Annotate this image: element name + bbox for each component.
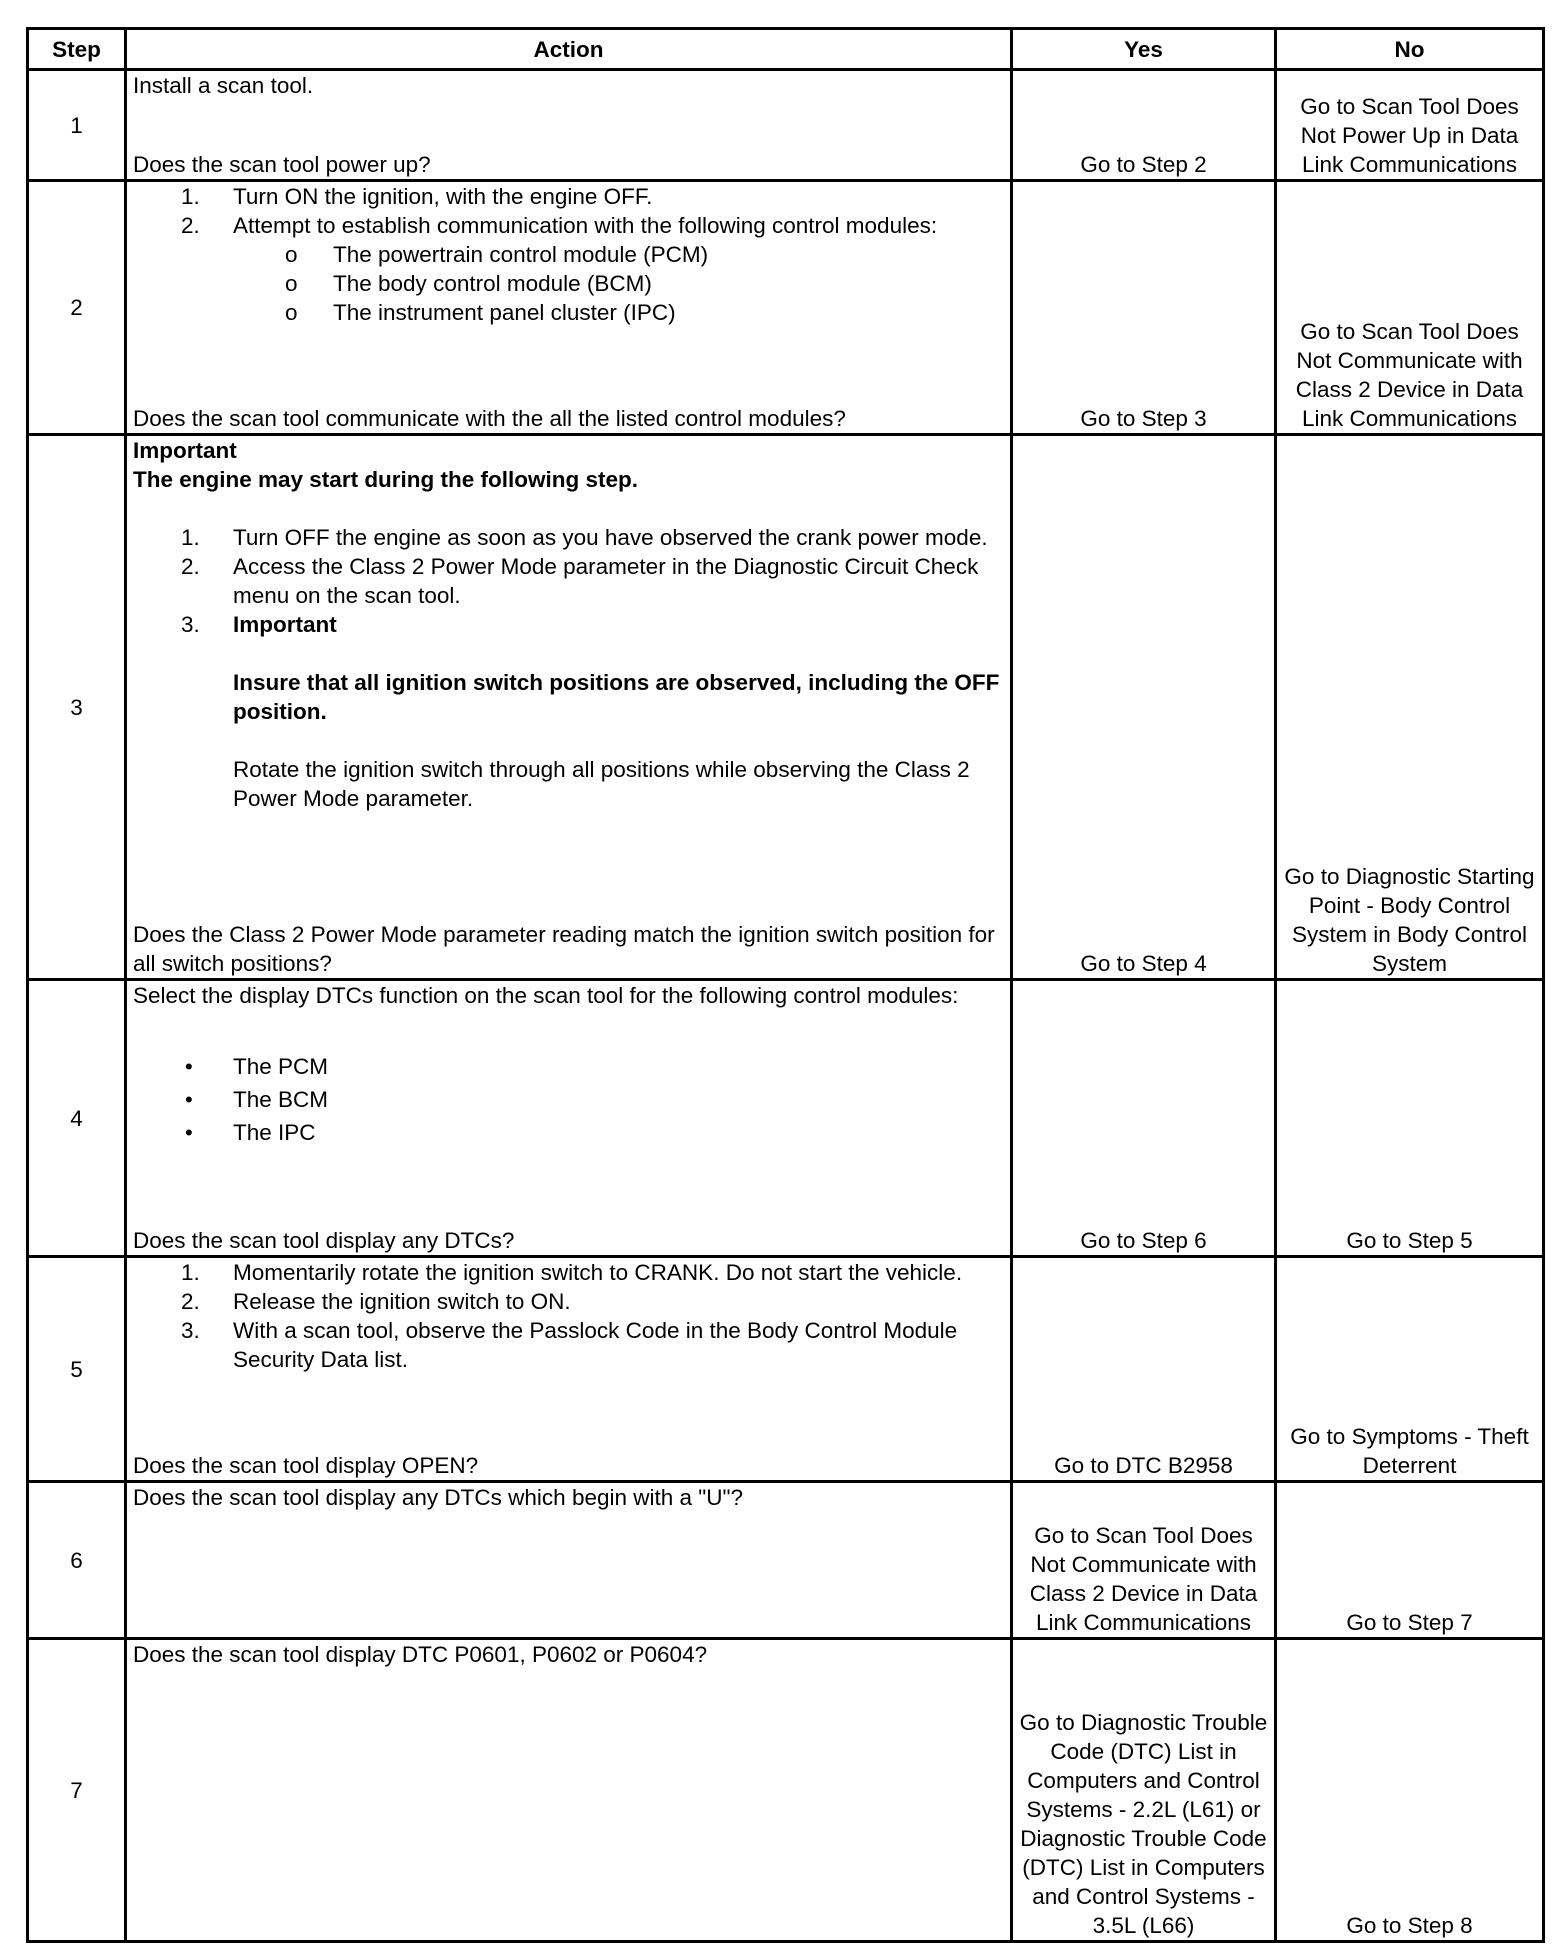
step-number: 4 [28, 980, 126, 1257]
action-text: Select the display DTCs function on the scan tool for the following control modules: [133, 983, 959, 1008]
list-item: 3. Important Insure that all ignition switch positions are observed, including the OFF position. Rotate the ignition switch through all positions while observing the Class 2 Power Mode parameter. [181, 612, 1000, 811]
step-number: 7 [28, 1639, 126, 1942]
step-number: 2 [28, 181, 126, 435]
list-item: o The instrument panel cluster (IPC) [285, 300, 676, 325]
step-list [133, 1258, 1004, 1374]
step-list [133, 182, 1004, 327]
table-row [28, 1639, 1544, 1942]
no-cell: Go to Step 7 [1276, 1482, 1544, 1639]
no-cell: Go to Scan Tool Does Not Communicate with Class 2 Device in Data Link Communications [1276, 181, 1544, 435]
question-text: Does the scan tool display any DTCs which begin with a "U"? [133, 1485, 744, 1510]
no-cell: Go to Step 8 [1276, 1639, 1544, 1942]
no-cell: Go to Scan Tool Does Not Power Up in Data Link Communications [1276, 70, 1544, 181]
list-item: • The PCM [185, 1054, 329, 1079]
header-step: Step [28, 29, 126, 70]
step-number: 3 [28, 435, 126, 980]
no-cell: Go to Symptoms - Theft Deterrent [1276, 1257, 1544, 1482]
table-row [28, 435, 1544, 980]
table-row [28, 1257, 1544, 1482]
bullet-list [133, 1050, 1004, 1149]
table-row [28, 181, 1544, 435]
action-cell [126, 181, 1012, 435]
list-item: • The IPC [185, 1120, 316, 1145]
yes-cell: Go to Step 2 [1012, 70, 1276, 181]
important-label: Important [133, 438, 237, 463]
header-yes: Yes [1012, 29, 1276, 70]
action-cell [126, 1257, 1012, 1482]
header-row [28, 29, 1544, 70]
question-text: Does the scan tool display any DTCs? [133, 1228, 515, 1253]
step-number: 1 [28, 70, 126, 181]
header-no: No [1276, 29, 1544, 70]
yes-cell: Go to DTC B2958 [1012, 1257, 1276, 1482]
yes-cell: Go to Step 4 [1012, 435, 1276, 980]
question-text: Does the Class 2 Power Mode parameter reading match the ignition switch position for all switch positions? [133, 922, 995, 976]
no-cell: Go to Step 5 [1276, 980, 1544, 1257]
yes-cell: Go to Step 3 [1012, 181, 1276, 435]
action-cell [126, 70, 1012, 181]
list-item: 1. Momentarily rotate the ignition switch to CRANK. Do not start the vehicle. [181, 1260, 963, 1285]
list-item: o The body control module (BCM) [285, 271, 652, 296]
important-text: The engine may start during the following step. [133, 467, 639, 492]
table-row [28, 70, 1544, 181]
list-item: o The powertrain control module (PCM) [285, 242, 709, 267]
list-item: 1. Turn OFF the engine as soon as you have observed the crank power mode. [181, 525, 988, 550]
step-list [133, 523, 1004, 813]
list-item: 3. With a scan tool, observe the Passlock Code in the Body Control Module Security Data list. [181, 1318, 958, 1372]
question-text: Does the scan tool communicate with the all the listed control modules? [133, 406, 846, 431]
yes-cell: Go to Diagnostic Trouble Code (DTC) List in Computers and Control Systems - 2.2L (L61) or Diagnostic Trouble Code (DTC) List in Computers and Control Systems - 3.5L (L66) [1012, 1639, 1276, 1942]
action-text: Install a scan tool. [133, 73, 314, 98]
table-row [28, 980, 1544, 1257]
yes-cell: Go to Scan Tool Does Not Communicate with Class 2 Device in Data Link Communications [1012, 1482, 1276, 1639]
table-row [28, 1482, 1544, 1639]
diagnostic-table [26, 27, 1545, 1943]
yes-cell: Go to Step 6 [1012, 980, 1276, 1257]
no-cell: Go to Diagnostic Starting Point - Body Control System in Body Control System [1276, 435, 1544, 980]
list-item: • The BCM [185, 1087, 329, 1112]
sub-list [233, 240, 1004, 327]
step-number: 5 [28, 1257, 126, 1482]
action-cell [126, 1639, 1012, 1942]
action-cell [126, 435, 1012, 980]
header-action: Action [126, 29, 1012, 70]
list-item: 2. Access the Class 2 Power Mode parameter in the Diagnostic Circuit Check menu on the scan tool. [181, 554, 979, 608]
question-text: Does the scan tool display OPEN? [133, 1453, 479, 1478]
question-text: Does the scan tool power up? [133, 152, 431, 177]
list-item: 1. Turn ON the ignition, with the engine OFF. [181, 184, 653, 209]
action-cell [126, 980, 1012, 1257]
list-item: 2. Attempt to establish communication with the following control modules: o The powertrain control module (PCM) o The body control module (BCM) o The instrument panel cluster (IPC) [133, 211, 1004, 327]
question-text: Does the scan tool display DTC P0601, P0602 or P0604? [133, 1642, 708, 1667]
step-number: 6 [28, 1482, 126, 1639]
list-item: 2. Release the ignition switch to ON. [181, 1289, 571, 1314]
action-cell [126, 1482, 1012, 1639]
